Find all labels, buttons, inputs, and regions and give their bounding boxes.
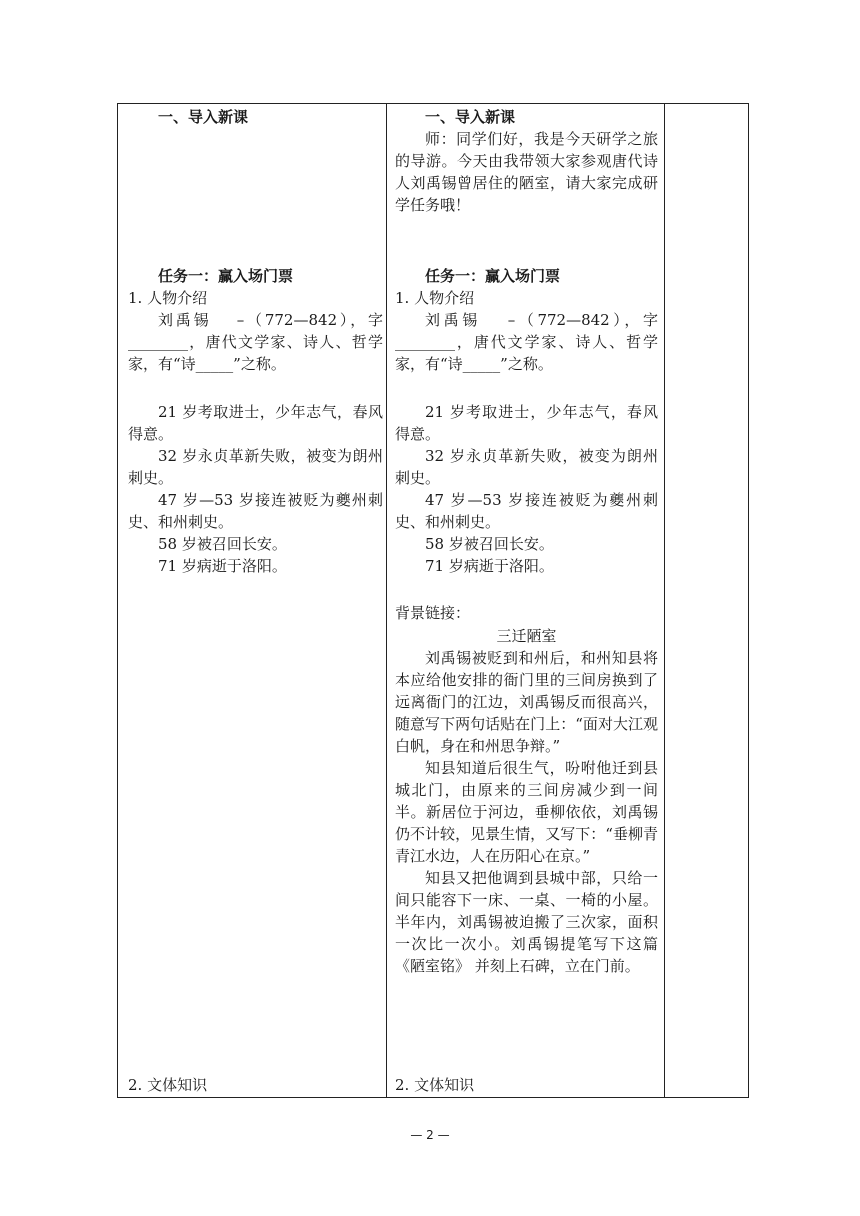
section-title: 一、导入新课 (425, 108, 516, 126)
life-events (128, 401, 383, 577)
life-event: 47 岁—53 岁接连被贬为夔州刺史、和州刺史。 (395, 491, 658, 531)
column-divider (664, 104, 665, 1097)
story-paragraph: 刘禹锡被贬到和州后，和州知县将本应给他安排的衙门里的三间房换到了远离衙门的江边，刘禹锡反而很高兴，随意写下两句话贴在门上：“面对大江观白帆，身在和州思争辩。” (395, 649, 658, 755)
student-activity-column (128, 104, 383, 1097)
item-heading: 2. 文体知识 (395, 1076, 475, 1094)
life-event: 32 岁永贞革新失败，被变为朗州刺史。 (128, 447, 383, 487)
page-number: — 2 — (410, 1128, 450, 1142)
life-event: 21 岁考取进士，少年志气，春风得意。 (128, 403, 383, 443)
bio-intro: 刘禹锡 –（772—842），字________，唐代文学家、诗人、哲学家，有“诗_____”之称。 (395, 311, 658, 373)
story-title: 三迁陋室 (496, 627, 557, 645)
background-label: 背景链接： (395, 604, 471, 622)
life-events (395, 401, 658, 577)
task-title: 任务一：赢入场门票 (425, 267, 561, 285)
item-heading: 1. 人物介绍 (128, 289, 208, 307)
teacher-activity-column (395, 104, 658, 1097)
intro-text: 师：同学们好，我是今天研学之旅的导游。今天由我带领大家参观唐代诗人刘禹锡曾居住的陋室，请大家完成研学任务哦！ (395, 130, 658, 214)
life-event: 58 岁被召回长安。 (425, 535, 554, 553)
life-event: 58 岁被召回长安。 (158, 535, 287, 553)
lesson-plan-table (117, 103, 749, 1098)
story-paragraph: 知县知道后很生气，吩咐他迁到县城北门，由原来的三间房减少到一间半。新居位于河边，垂柳依依，刘禹锡仍不计较，见景生情，又写下：“垂柳青青江水边，人在历阳心在京。” (395, 759, 658, 865)
bio-intro: 刘禹锡 –（772—842），字________，唐代文学家、诗人、哲学家，有“诗_____”之称。 (128, 311, 383, 373)
column-divider (386, 104, 387, 1097)
life-event: 71 岁病逝于洛阳。 (425, 557, 554, 575)
item-heading: 2. 文体知识 (128, 1076, 208, 1094)
item-heading: 1. 人物介绍 (395, 289, 475, 307)
life-event: 32 岁永贞革新失败，被变为朗州刺史。 (395, 447, 658, 487)
story-body (395, 647, 658, 977)
life-event: 21 岁考取进士，少年志气，春风得意。 (395, 403, 658, 443)
task-title: 任务一：赢入场门票 (158, 267, 294, 285)
section-title: 一、导入新课 (158, 108, 249, 126)
life-event: 47 岁—53 岁接连被贬为夔州刺史、和州刺史。 (128, 491, 383, 531)
life-event: 71 岁病逝于洛阳。 (158, 557, 287, 575)
story-paragraph: 知县又把他调到县城中部，只给一间只能容下一床、一桌、一椅的小屋。半年内，刘禹锡被迫搬了三次家，面积一次比一次小。刘禹锡提笔写下这篇 《陋室铭》 并刻上石碑，立在门前。 (395, 869, 658, 975)
